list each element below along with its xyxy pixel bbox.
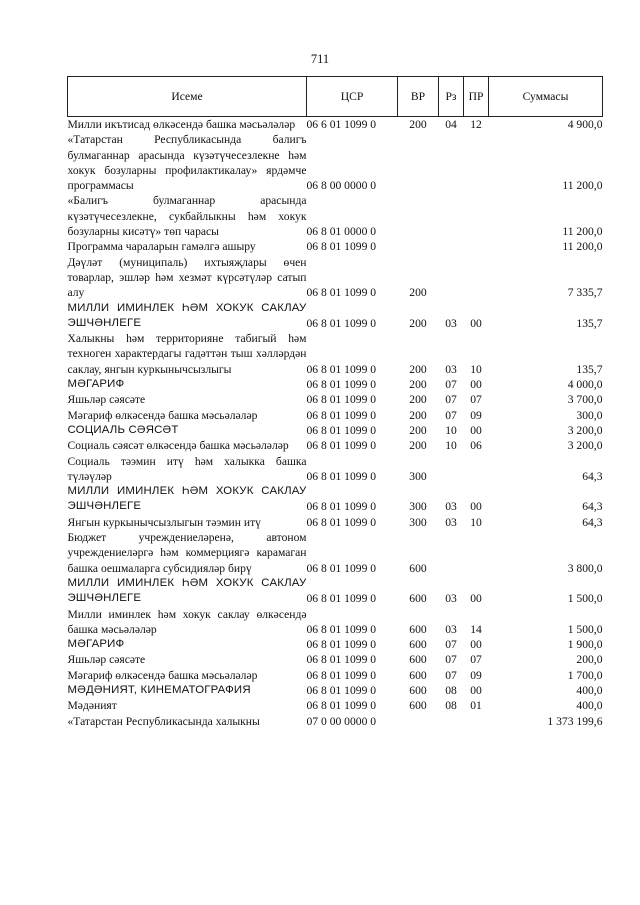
row-csr-cell: 06 8 01 1099 0 xyxy=(306,515,377,529)
row-vr-cell: 200 xyxy=(409,408,427,422)
row-pr-cell xyxy=(464,193,489,239)
row-rz-cell xyxy=(439,530,464,576)
row-csr-cell: 06 8 01 1099 0 xyxy=(306,592,377,606)
row-rz-cell: 03 xyxy=(445,362,457,376)
row-pr-cell xyxy=(464,530,489,576)
row-sum-cell: 4 000,0 xyxy=(567,378,603,392)
row-pr-cell xyxy=(464,255,489,301)
row-vr-cell: 200 xyxy=(409,378,427,392)
row-sum-cell: 400,0 xyxy=(576,699,603,713)
row-pr-cell: 01 xyxy=(470,699,482,713)
table-row xyxy=(68,301,603,332)
row-sum-cell: 135,7 xyxy=(576,362,603,376)
row-pr-cell xyxy=(464,132,489,193)
row-csr-cell: 06 8 01 0000 0 xyxy=(306,225,377,239)
row-rz-cell: 07 xyxy=(445,638,457,652)
header-rz: Рз xyxy=(439,77,464,117)
row-name-cell: Дәүләт (муниципаль) ихтыяҗлары өчен товарлар, эшләр һәм хезмәт күрсәтүләр сатып алу xyxy=(67,255,307,300)
row-sum-cell: 3 200,0 xyxy=(567,423,603,437)
row-vr-cell: 200 xyxy=(409,118,427,131)
table-row xyxy=(68,331,603,377)
row-sum-cell: 400,0 xyxy=(576,683,603,697)
row-name-cell: «Балигъ булмаганнар арасында күзәтүчесезлекне, сукбайлыкны һәм хокук бозуларны кисәтү» төп чарасы xyxy=(67,194,307,239)
row-name-cell: Программа чараларын гамәлгә ашыру xyxy=(67,240,256,254)
row-name-cell: Милли икътисад өлкәсендә башка мәсьәләләр xyxy=(67,118,296,131)
row-rz-cell: 03 xyxy=(445,622,457,636)
table-row xyxy=(68,454,603,485)
row-rz-cell xyxy=(439,132,464,193)
row-csr-cell: 06 8 01 1099 0 xyxy=(306,439,377,453)
row-sum-cell: 64,3 xyxy=(582,469,603,483)
row-name-cell: МИЛЛИ ИМИНЛЕК ҺӘМ ХОКУК САКЛАУ ЭШЧӘНЛЕГЕ xyxy=(67,301,307,329)
row-sum-cell: 4 900,0 xyxy=(567,118,603,131)
row-rz-cell: 03 xyxy=(445,515,457,529)
row-pr-cell xyxy=(464,454,489,485)
row-rz-cell xyxy=(439,193,464,239)
row-name-cell: Яшьләр сәясәте xyxy=(67,393,146,407)
table-row xyxy=(68,193,603,239)
table-row xyxy=(68,698,603,713)
row-name-cell: Мәгариф өлкәсендә башка мәсьәләләр xyxy=(67,668,258,682)
table-row xyxy=(68,668,603,683)
row-pr-cell: 07 xyxy=(470,653,482,667)
table-row xyxy=(68,652,603,667)
row-csr-cell: 06 8 00 0000 0 xyxy=(306,179,377,193)
row-sum-cell: 135,7 xyxy=(576,316,603,330)
row-pr-cell: 06 xyxy=(470,439,482,453)
row-pr-cell: 00 xyxy=(470,500,482,514)
row-name-cell: Социаль тәэмин итү һәм халыкка башка түләүләр xyxy=(67,454,307,483)
row-sum-cell: 3 800,0 xyxy=(567,561,603,575)
row-csr-cell: 06 8 01 1099 0 xyxy=(306,286,377,300)
row-rz-cell: 08 xyxy=(445,699,457,713)
row-vr-cell: 600 xyxy=(409,699,427,713)
row-pr-cell xyxy=(464,714,489,729)
table-row xyxy=(68,714,603,729)
header-csr: ЦСР xyxy=(307,77,398,117)
row-pr-cell: 00 xyxy=(470,423,482,437)
row-csr-cell: 07 0 00 0000 0 xyxy=(306,714,377,728)
row-sum-cell: 11 200,0 xyxy=(562,225,603,239)
row-sum-cell: 7 335,7 xyxy=(567,286,603,300)
row-csr-cell: 06 8 01 1099 0 xyxy=(306,668,377,682)
row-rz-cell: 07 xyxy=(445,653,457,667)
table-body xyxy=(68,117,603,729)
row-vr-cell xyxy=(398,714,439,729)
row-sum-cell: 11 200,0 xyxy=(562,240,603,254)
row-vr-cell: 600 xyxy=(409,683,427,697)
row-pr-cell: 10 xyxy=(470,362,482,376)
row-sum-cell: 1 373 199,6 xyxy=(547,714,603,728)
row-name-cell: МӘДӘНИЯТ, КИНЕМАТОГРАФИЯ xyxy=(67,683,251,696)
table-row xyxy=(68,438,603,453)
row-pr-cell: 07 xyxy=(470,393,482,407)
row-csr-cell: 06 8 01 1099 0 xyxy=(306,683,377,697)
row-rz-cell xyxy=(439,454,464,485)
row-csr-cell: 06 8 01 1099 0 xyxy=(306,316,377,330)
row-csr-cell: 06 8 01 1099 0 xyxy=(306,500,377,514)
row-csr-cell: 06 8 01 1099 0 xyxy=(306,638,377,652)
row-pr-cell: 00 xyxy=(470,592,482,606)
row-name-cell: МИЛЛИ ИМИНЛЕК ҺӘМ ХОКУК САКЛАУ ЭШЧӘНЛЕГЕ xyxy=(67,576,307,605)
row-csr-cell: 06 6 01 1099 0 xyxy=(306,118,377,131)
row-sum-cell: 3 700,0 xyxy=(567,393,603,407)
row-csr-cell: 06 8 01 1099 0 xyxy=(306,653,377,667)
row-vr-cell: 600 xyxy=(409,561,427,575)
table-row xyxy=(68,392,603,407)
budget-table xyxy=(67,76,603,729)
row-csr-cell: 06 8 01 1099 0 xyxy=(306,362,377,376)
row-pr-cell: 00 xyxy=(470,316,482,330)
row-pr-cell: 00 xyxy=(470,683,482,697)
row-rz-cell: 07 xyxy=(445,408,457,422)
row-name-cell: «Татарстан Республикасында балигъ булмаганнар арасында күзәтүчесезлекне һәм хокук бозуларны профилактикалау» ярдәмче программасы xyxy=(67,133,307,193)
row-rz-cell xyxy=(439,714,464,729)
row-rz-cell: 04 xyxy=(445,118,457,131)
row-name-cell: Бюджет учреждениеләренә, автоном учреждениеләргә һәм коммерциягә карамаган башка оешмаларга субсидияләр бирү xyxy=(67,531,307,575)
row-rz-cell: 10 xyxy=(445,439,457,453)
row-csr-cell: 06 8 01 1099 0 xyxy=(306,699,377,713)
row-pr-cell: 00 xyxy=(470,378,482,392)
row-csr-cell: 06 8 01 1099 0 xyxy=(306,469,377,483)
row-csr-cell: 06 8 01 1099 0 xyxy=(306,423,377,437)
table-row xyxy=(68,377,603,392)
row-vr-cell: 300 xyxy=(409,515,427,529)
row-sum-cell: 200,0 xyxy=(576,653,603,667)
row-name-cell: Социаль сәясәт өлкәсендә башка мәсьәләләр xyxy=(67,439,289,453)
table-row xyxy=(68,408,603,423)
table-row xyxy=(68,484,603,515)
row-rz-cell: 03 xyxy=(445,592,457,606)
row-name-cell: СОЦИАЛЬ СӘЯСӘТ xyxy=(67,423,179,436)
row-name-cell: Янгын куркынычсызлыгын тәэмин итү xyxy=(67,515,261,529)
row-pr-cell: 14 xyxy=(470,622,482,636)
row-vr-cell: 300 xyxy=(409,500,427,514)
table-row xyxy=(68,576,603,607)
row-name-cell: Мәдәният xyxy=(67,699,117,713)
row-pr-cell: 10 xyxy=(470,515,482,529)
row-pr-cell xyxy=(464,239,489,254)
row-name-cell: МӘГАРИФ xyxy=(67,638,125,651)
row-rz-cell: 07 xyxy=(445,393,457,407)
row-vr-cell: 600 xyxy=(409,592,427,606)
row-vr-cell: 200 xyxy=(409,362,427,376)
header-vr: ВР xyxy=(398,77,439,117)
row-rz-cell: 03 xyxy=(445,316,457,330)
row-rz-cell: 07 xyxy=(445,378,457,392)
table-row xyxy=(68,515,603,530)
header-pr: ПР xyxy=(464,77,489,117)
row-name-cell: Мәгариф өлкәсендә башка мәсьәләләр xyxy=(67,408,258,422)
row-vr-cell: 200 xyxy=(409,439,427,453)
row-pr-cell: 12 xyxy=(470,118,482,131)
header-name: Исеме xyxy=(68,77,307,117)
row-sum-cell: 1 500,0 xyxy=(567,622,603,636)
table-row xyxy=(68,607,603,638)
row-rz-cell xyxy=(439,239,464,254)
row-rz-cell: 07 xyxy=(445,668,457,682)
header-sum: Суммасы xyxy=(489,77,603,117)
row-vr-cell: 300 xyxy=(409,469,427,483)
row-sum-cell: 1 900,0 xyxy=(567,638,603,652)
table-row xyxy=(68,683,603,698)
table-row xyxy=(68,239,603,254)
row-sum-cell: 300,0 xyxy=(576,408,603,422)
row-vr-cell xyxy=(398,132,439,193)
row-vr-cell xyxy=(398,193,439,239)
row-vr-cell: 600 xyxy=(409,668,427,682)
row-name-cell: МӘГАРИФ xyxy=(67,378,125,391)
row-vr-cell xyxy=(398,239,439,254)
row-sum-cell: 3 200,0 xyxy=(567,439,603,453)
row-pr-cell: 00 xyxy=(470,638,482,652)
row-rz-cell: 08 xyxy=(445,683,457,697)
row-sum-cell: 1 500,0 xyxy=(567,592,603,606)
table-header-row xyxy=(68,77,603,117)
row-sum-cell: 11 200,0 xyxy=(562,179,603,193)
row-name-cell: МИЛЛИ ИМИНЛЕК ҺӘМ ХОКУК САКЛАУ ЭШЧӘНЛЕГЕ xyxy=(67,485,307,513)
row-csr-cell: 06 8 01 1099 0 xyxy=(306,240,377,254)
table-row xyxy=(68,132,603,193)
row-name-cell: Милли иминлек һәм хокук саклау өлкәсендә башка мәсьәләләр xyxy=(67,607,307,636)
table-row xyxy=(68,530,603,576)
row-vr-cell: 200 xyxy=(409,286,427,300)
row-name-cell: Халыкны һәм территорияне табигый һәм техноген характердагы гадәттән тыш хәлләрдән саклау, янгын куркынычсызлыгы xyxy=(67,332,307,376)
row-vr-cell: 600 xyxy=(409,622,427,636)
row-name-cell: Яшьләр сәясәте xyxy=(67,653,146,667)
row-rz-cell xyxy=(439,255,464,301)
table-row xyxy=(68,637,603,652)
row-pr-cell: 09 xyxy=(470,408,482,422)
row-csr-cell: 06 8 01 1099 0 xyxy=(306,622,377,636)
table-row xyxy=(68,117,603,133)
row-vr-cell: 200 xyxy=(409,423,427,437)
row-name-cell: «Татарстан Республикасында халыкны xyxy=(67,714,260,728)
table-row xyxy=(68,423,603,438)
row-csr-cell: 06 8 01 1099 0 xyxy=(306,393,377,407)
row-vr-cell: 200 xyxy=(409,316,427,330)
row-rz-cell: 03 xyxy=(445,500,457,514)
row-vr-cell: 600 xyxy=(409,653,427,667)
row-csr-cell: 06 8 01 1099 0 xyxy=(306,408,377,422)
row-vr-cell: 200 xyxy=(409,393,427,407)
row-vr-cell: 600 xyxy=(409,638,427,652)
row-pr-cell: 09 xyxy=(470,668,482,682)
row-csr-cell: 06 8 01 1099 0 xyxy=(306,561,377,575)
row-rz-cell: 10 xyxy=(445,423,457,437)
row-sum-cell: 64,3 xyxy=(582,500,603,514)
table-row xyxy=(68,255,603,301)
row-sum-cell: 1 700,0 xyxy=(567,668,603,682)
page-number: 711 xyxy=(310,52,330,66)
row-csr-cell: 06 8 01 1099 0 xyxy=(306,378,377,392)
row-sum-cell: 64,3 xyxy=(582,515,603,529)
